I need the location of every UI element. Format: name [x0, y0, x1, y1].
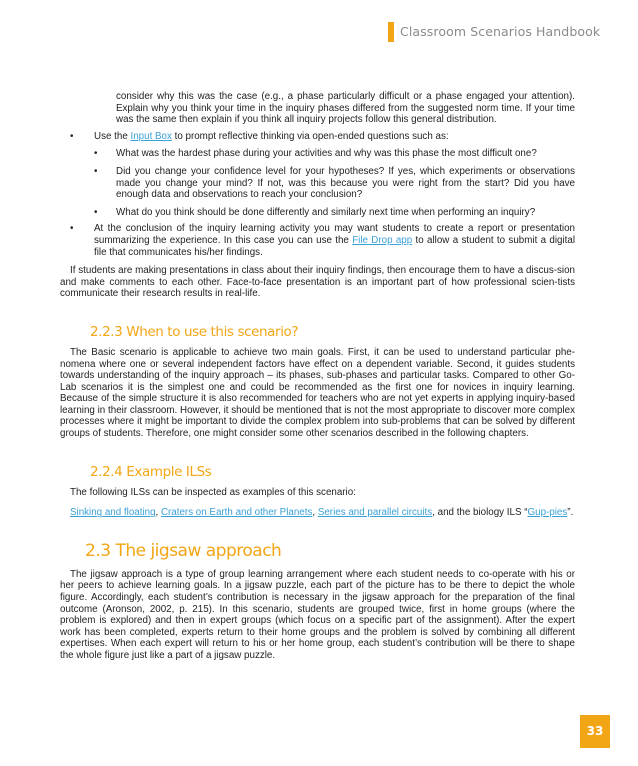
heading-2-2-3: 2.2.3 When to use this scenario?: [90, 323, 299, 340]
handbook-title: Classroom Scenarios Handbook: [400, 24, 601, 39]
when-to-use-paragraph: The Basic scenario is applicable to achieve two main goals. First, it can be used to understand particular phe-nomena where one or several independent factors have effect on a dependent variable. Second, it guides students towards understanding of the inquiry approach – its phases, sub-phases and particular tasks. Compared to other Go-Lab scenarios it is the simplest one and could be recommended as the first one for novices in inquiry learning. Because of the simple structure it is also recommended for teachers who are not yet experts in applying inquiry-based learning in their classroom. However, it should be mentioned that is not the most appropriate to discover more complex processes where it might be important to divide the complex problem into sub-problems that can be solved by different groups of students. Therefore, one might consider some other scenarios described in the following chapters.: [60, 346, 575, 440]
page-content: [60, 91, 575, 662]
heading-2-2-4: 2.2.4 Example ILSs: [90, 463, 212, 480]
question-item: • Did you change your confidence level for your hypotheses? If yes, which experiments or observations made you change your mind? If not, was this because you were right from the start? Did you have enough data and observations to reach your conclusion?: [94, 166, 575, 201]
input-box-link[interactable]: Input Box: [130, 130, 172, 142]
bullet-item-file-drop: • At the conclusion of the inquiry learning activity you may want students to create a report or presentation summarizing the experience. In this case you can use the File Drop app to allow a student to submit a digital file that communicates his/her findings.: [60, 223, 575, 258]
question-item: • What was the hardest phase during your activities and why was this phase the most difficult one?: [94, 148, 575, 160]
question-item: • What do you think should be done differently and similarly next time when performing an inquiry?: [94, 207, 575, 219]
page-number: 33: [586, 724, 604, 738]
header-accent-bar: [388, 22, 394, 42]
heading-2-3: 2.3 The jigsaw approach: [85, 540, 282, 561]
ils-link-sinking-floating[interactable]: Sinking and floating: [70, 507, 156, 519]
ils-link-circuits[interactable]: Series and parallel circuits: [317, 507, 433, 519]
bullet-list: [60, 131, 575, 258]
bullet-item-input-box: • Use the Input Box to prompt reflective thinking via open-ended questions such as: • What was the hardest phase during your activities and why was this phase the most difficult one? • Did you change your confidence level for your hypotheses? If yes, which experiments or observations made you change your mind? If not, was this because you were right from the start? Did you have enough data and observations to reach your conclusion? • What do you think should be done differently and similarly next time when performing an inquiry?: [60, 131, 575, 219]
jigsaw-paragraph: The jigsaw approach is a type of group learning arrangement where each student needs to co-operate with his or her peers to achieve learning goals. In a jigsaw puzzle, each part of the picture has to be there to depict the whole figure. Accordingly, each student’s contribution is necessary in the jigsaw approach for the preparation of the final outcome (Aronson, 2002, p. 215). In this scenario, students are grouped twice, first in home groups (where the problem is explored) and then in expert groups (which focus on a specific part of the assignment). After the expert work has been completed, experts return to their home groups and the problem is solved by combining all different expertises. When each expert will return to his or her home group, each student’s contribution will be there to shape the whole figure just like a part of a jigsaw puzzle.: [60, 568, 575, 661]
intro-continuation: consider why this was the case (e.g., a phase particularly difficult or a phase engaged your attention). Explain why you think your time in the inquiry phases differed from the suggested norm time. If your time was the same then explain if you think all inquiry projects follow this general distribution.: [116, 91, 575, 126]
example-ils-intro: The following ILSs can be inspected as examples of this scenario:: [70, 486, 356, 498]
ils-link-guppies[interactable]: Gup-pies: [527, 507, 568, 519]
ils-link-craters[interactable]: Craters on Earth and other Planets: [160, 507, 313, 519]
file-drop-link[interactable]: File Drop app: [352, 234, 413, 246]
presentations-paragraph: If students are making presentations in class about their inquiry findings, then encourage them to have a discus-sion and make comments to each other. Face-to-face presentation is an important part of how professional scien-tists communicate their research results in real-life.: [60, 265, 575, 300]
example-ils-links: Sinking and floating, Craters on Earth and other Planets, Series and parallel circuits, and the biology ILS “Gup-pies”.: [70, 507, 574, 519]
page-number-badge: [580, 715, 610, 748]
question-list: [94, 148, 575, 218]
